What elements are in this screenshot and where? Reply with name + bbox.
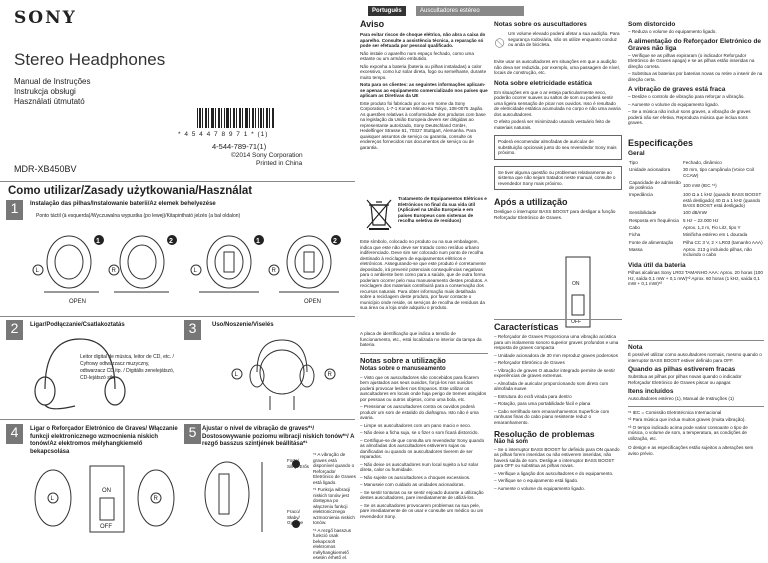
questions-box: Se tiver alguma questão ou problemas relativamente ao sistema que não sejam tratados neste manual, consulte o revendedor Sony mais próximo. — [494, 166, 622, 191]
table-row: Impedância 100 Ω a 1 kHz (quando BASS BOOST está desligado) 40 Ω a 1 kHz (quando BASS BOOST está desligado) — [629, 192, 762, 209]
svg-text:2: 2 — [169, 238, 173, 245]
manual-title-pt: Manual de Instruções — [14, 77, 91, 86]
general-subtitle: Geral — [628, 150, 645, 157]
svg-text:L: L — [193, 268, 197, 274]
eu-note-title: Nota para os clientes: as seguintes informações aplicam-se apenas ao equipamento comercializado nos países que aplicam as Diretivas da UE — [360, 82, 488, 98]
weak-batteries-text: Substitua as pilhas por pilhas novas quando o indicador Reforçador Eletrónico de Graves piscar ou apagar. — [628, 374, 742, 385]
divider — [360, 353, 488, 354]
left-mark: L — [35, 268, 39, 274]
features-column — [494, 323, 622, 493]
list-item: – Se a música não incluir sons graves, a vibração de graves poderá não ser efetiva. Reproduza música que inclua sons graves. — [628, 109, 751, 125]
svg-text:ON: ON — [572, 281, 580, 287]
list-item: – Vibração de graves O atuador integrado permite de sentir experiências de graves extremas. — [494, 367, 615, 378]
headphone-notes-title: Notas sobre os auscultadores — [494, 21, 587, 28]
distorted-sound-title: Som distorcido — [628, 21, 676, 28]
list-item: – Manuseie com cuidado as unidades acionadoras. — [360, 482, 465, 487]
notes-block — [628, 343, 764, 458]
battery-life-text: Pilhas alcalinas Sony LR03 TAMANHO AAA: Aprox. 20 horas (100 Hz, saída 0,1 mW + 0,1 mW)*² Aprox. 60 horas (1 kHz, saída 0,1 mW + 0,1 mW)*² — [628, 270, 763, 287]
power-title: A alimentação do Reforçador Eletrónico de Graves não liga — [628, 37, 762, 52]
static-text: Em situações em que o ar esteja particularmente seco, poderão ocorrer suaves ou saltos de som ou poderá sentir uma ligeira sensação de picar nos ouvidos. Isso é resultado de eletricidade estática acumulada no corpo e não uma avaria dos auscultadores. — [494, 89, 621, 117]
list-item: – Aumente o volume do equipamento ligado. — [628, 101, 719, 107]
table-row: Capacidade de admissão de potência 100 mW (IEC *¹) — [629, 179, 717, 191]
svg-text:OFF: OFF — [100, 524, 112, 530]
battery-life-title: Vida útil da bateria — [628, 262, 686, 270]
document-tab: Auscultadores estéreo — [416, 6, 524, 16]
barcode-text: * 4 5 4 4 7 8 9 7 1 * (1) — [178, 131, 269, 138]
vibration-strong-label: Forte/ Silny/ Erős — [287, 458, 309, 469]
features-title: Características — [494, 322, 559, 332]
manual-title-hu: Használati útmutató — [14, 97, 85, 106]
svg-text:OFF: OFF — [571, 319, 581, 325]
list-item: – Verifique se as pilhas expiraram (o indicador Reforçador Eletrónico de Graves apaga) e se as pilhas estão inseridas na direção correta. — [628, 52, 755, 69]
footnote: *¹ A vibração de graves está disponível quando o Reforçador Eletrónico de Graves está ligado. — [313, 452, 356, 485]
list-item: – Se sentir tonturas ou se sentir enjoado durante a utilização destes auscultadores, pare imediatamente de utilizá-los. — [360, 489, 484, 500]
footnote: *¹ A rezgő basszus funkció csak bekapcsolt elektromos mélyhangkiemelő esetén érhető el. — [313, 527, 352, 560]
list-item: – Verifique a ligação dos auscultadores e do equipamento. — [494, 470, 614, 476]
table-row: Sensibilidade 100 dB/mW — [629, 210, 707, 216]
handling-subtitle: Notas sobre o manuseamento — [360, 366, 446, 372]
specs-block — [628, 139, 764, 287]
svg-text:L: L — [234, 372, 238, 378]
plate-note: A placa de identificação que indica a tensão de funcionamento, etc., está localizada no interior da tampa da bateria. — [360, 331, 482, 347]
table-row: Tipo Fechado, dinâmico — [629, 160, 722, 165]
headphone-notes-text: Evite usar os auscultadores em situações em que a audição não deva ser reduzida, por exemplo, uma passagem de nível, locais de construção, etc. — [494, 59, 620, 75]
list-item: – Substitua as baterias por baterias novas ou retire a inserir de na direção certa. — [628, 71, 763, 82]
footnote: *² Para música que inclua muitos graves (muita vibração). — [628, 417, 746, 422]
step-number: 3 — [184, 320, 201, 340]
earpads-box: Poderá encomendar almofadas de auricular de substituição opcionais junto do seu revendedor Sony mais próximo. — [494, 135, 622, 160]
footnote: *³ O tempo indicado acima pode variar consoante o tipo de música, o volume de som, a temperatura, as condições de utilização, etc. — [628, 424, 748, 441]
list-item: – Estrutura do ecrã virada para dentro — [494, 393, 572, 399]
no-driving-icon — [494, 31, 505, 55]
table-row: Resposta em frequência 5 Hz – 22.000 Hz — [629, 217, 719, 223]
list-item: – Visto que os auscultadores são concebidos para ficarem bem ajustados aos seus ouvidos, forçá-los nos ouvidos poderá provocar lesões nos tímpanos. Este utilizar os auscultadores em locais onde haja perigo de tremes atingidos por pessoas ou outros objetos, como uma bola, etc. — [360, 374, 487, 402]
vibration-slider-diagram — [192, 452, 302, 537]
step-number: 2 — [6, 320, 23, 340]
table-row: Cabo Aprox. 1,2 m, Fio Litz, tipo Y — [629, 224, 741, 230]
note-text: É possível utilizar como auscultadores normais, mesmo quando o interruptor BASS BOOST estiver definido para OFF. — [628, 352, 762, 363]
usage-notes-column — [360, 356, 488, 521]
static-text: O efeito poderá ser minimizado usando vestuário feito de materiais naturais. — [494, 119, 611, 130]
list-item: – Reforçador Eletrónico de Graves — [494, 360, 565, 365]
wearing-diagram — [212, 332, 352, 412]
list-item: – Rotação, para uma portabilidade fácil e plana — [494, 401, 591, 406]
table-row: Fonte de alimentação Pilha CC 3 V, 2 × LR03 (tamanho AAA) — [629, 239, 763, 245]
svg-text:2: 2 — [333, 238, 337, 245]
footnote: *¹ IEC = Comissão Eletrotécnica Internacional — [628, 409, 722, 415]
step-title: Ligar o Reforçador Eletrónico de Graves/ Włączanie funkcji elektronicznego wzmocnienia niskich tonów/Az elektromos mélyhangkiemelő bekapcsolása — [30, 426, 178, 455]
specs-table — [628, 159, 764, 258]
list-item: – Reforçador de Graves Proporciona uma vibração acústica para um isolamento sonoro superior graves profundos e uma resposta de graves compacta — [494, 334, 619, 350]
list-item: – Verifique se o equipamento está ligado. — [494, 478, 579, 483]
list-item: – Pressionar os auscultadores contra os ouvidos poderá produzir um som de estalido do diafragma. Isto não é uma avaria. — [360, 404, 479, 420]
battery-diagram — [24, 222, 354, 312]
svg-text:R: R — [271, 268, 276, 274]
bass-boost-switch-diagram — [28, 458, 178, 538]
static-title: Nota sobre eletricidade estática — [494, 79, 592, 87]
divider — [494, 319, 622, 320]
specs-title: Especificações — [628, 138, 694, 148]
list-item: – Se os auscultadores provocarem problemas na sua pele, pare imediatamente de os usar e consulte um médico ou um revendedor Sony. — [360, 502, 484, 519]
barcode — [196, 108, 276, 130]
sony-logo: SONY — [14, 8, 77, 28]
included-items-title: Itens incluídos — [628, 388, 674, 395]
svg-text:L: L — [50, 496, 54, 502]
divider — [0, 419, 355, 420]
warning-column — [360, 20, 488, 152]
copyright: ©2014 Sony Corporation — [231, 152, 303, 159]
part-number: 4-544-789-71(1) — [212, 142, 267, 151]
weee-bin-icon — [364, 197, 394, 231]
after-use-text: Desligue o interruptor BASS BOOST para desligar a função Reforçador Eletrónico de Graves. — [494, 209, 616, 220]
step-number: 5 — [184, 424, 201, 444]
footnote: *¹ Funkcja wibracji niskich tonów jest dostępna po włączeniu funkcji elektronicznego wzmocnienia niskich tonów. — [313, 487, 355, 525]
svg-text:R: R — [111, 268, 116, 274]
list-item: – Não deixe os auscultadores num local sujeito a luz solar direta, calor ou humidade. — [360, 461, 479, 472]
list-item: – Unidade acionadora de 30 mm reproduz graves poderosos — [494, 352, 618, 358]
language-tab: Português — [368, 6, 406, 16]
weee-text: Este símbolo, colocado no produto ou na sua embalagem, indica que este não deve ser tratado como resíduo urbano indiferenciado. Deve sim ser colocado num ponto de recolha destinado à reciclagem de equipamentos elétricos e eletrónicos. Assegurando-se que este produto é corretamente depositado, irá prevenir potenciais consequências negativas para o ambiente bem como para a saúde, que de outra forma poderiam ocorrer pelo mau manuseamento destes produtos. A reciclagem dos materiais contribuirá para a conservação dos recursos naturais. Para obter informação mais detalhada sobre a reciclagem deste produto, por favor contacte o município onde reside, os serviços de recolha de resíduos da sua área ou a loja onde adquiriu o produto. — [360, 239, 488, 310]
model-number: MDR-XB450BV — [14, 164, 77, 174]
step5-footnotes — [313, 452, 357, 563]
list-item: – Almofada de auricular proporcionando som direto com almofada suave — [494, 380, 609, 391]
design-notice: O design e as especificações estão sujeitos a alterações sem aviso prévio. — [628, 445, 754, 456]
warning-text: Para evitar riscos de choque elétrico, não abra a caixa do aparelho. Consulte a assistência técnica, a reparação só pode ser efetuada por pessoal qualificado. — [360, 32, 486, 48]
list-item: – Certifique-se de que consulta um revendedor Sony quando as almofadas dos auscultadores estiverem sujas ou danificadas ou quando os auscultadores tiverem de ser reparados. — [360, 437, 485, 459]
note-title: Nota — [628, 344, 643, 351]
specs-column — [628, 20, 764, 128]
step-number: 1 — [6, 200, 23, 220]
list-item: – Cabo serrilhado sem emaranhamentos Superfície com ranhuras finas do cabo piano resistente reduz o emaranhamento. — [494, 408, 610, 425]
after-use-title: Após a utilização — [494, 197, 568, 207]
divider — [0, 181, 355, 182]
svg-text:OPEN: OPEN — [304, 299, 322, 305]
list-item: – Reduza o volume do equipamento ligado. — [628, 29, 717, 34]
svg-text:1: 1 — [96, 238, 100, 245]
svg-text:R: R — [153, 496, 158, 502]
weee-title: Tratamento de Equipamentos Elétricos e Eletrónicos no final da sua vida útil (Aplicável na União Europeia e em países Europeus com sistemas de recolha seletiva de resíduos) — [398, 196, 487, 223]
step-title: Instalação das pilhas/Instalowanie baterii/Az elemek behelyezése — [30, 201, 216, 207]
vibration-weak-label: Fraco/ Słaby/ Gyenge — [287, 509, 304, 525]
list-item: – Deslize o controlo de vibração para reforçar a vibração. — [628, 94, 745, 99]
list-item: – Se o interruptor BASS BOOST for definido para ON quando as pilhas forem inseridas ou não estiverem inseridas, não haverá saída de som. Desligue o interruptor BASS BOOST para OFF ou substitua as pilhas novas. — [494, 446, 620, 468]
list-item: – Limpe os auscultadores com um pano macio e seco. — [360, 422, 472, 428]
step-subtitle: Ponto táctil (à esquerda)/Wyczuwalna wypustka (po lewej)/Kitapintható jelzés (a bal oldalon) — [36, 213, 241, 219]
svg-text:ON: ON — [102, 488, 111, 494]
step-title: Ajustar o nível de vibração de graves*¹/ Dostosowywanie poziomu wibracji niskich tonów*¹/ A rezgő basszus szintjének beállítása*¹ — [202, 426, 355, 447]
table-row: Ficha Minificha estéreo em L dourada — [629, 232, 748, 238]
manual-title-pl: Instrukcja obsługi — [14, 87, 76, 96]
table-row: Unidade acionadora 30 mm, tipo campânula (Voice Coil CCAW) — [629, 167, 754, 178]
connection-caption: Leitor digital de música, leitor de CD, etc. / Cyfrowy odtwarzacz muzyczny, odtwarzacz CD itp. / Digitális zenelejátszó, CD-lejátszó stb. — [80, 354, 175, 381]
step-title: Uso/Noszenie/Viselés — [212, 322, 274, 328]
usage-notes-title: Notas sobre a utilização — [360, 356, 446, 365]
svg-text:R: R — [327, 372, 332, 378]
list-item: – Não deixe a ficha suja, se o fizer o som ficará distorcido. — [360, 430, 479, 435]
troubleshooting-title: Resolução de problemas — [494, 429, 595, 439]
table-row: Massa Aprox. 213 g incluindo pilhas, não incluindo o cabo — [629, 246, 752, 258]
how-to-use-heading: Como utilizar/Zasady użytkowania/Használat — [8, 185, 253, 197]
weak-vibration-title: A vibração de graves está fraca — [628, 86, 726, 93]
included-items-text: Auscultadores estéreo (1), Manual de Instruções (1) — [628, 396, 734, 401]
printed-in: Printed in China — [256, 160, 303, 167]
step-title: Ligar/Podłączanie/Csatlakoztatás — [30, 322, 125, 328]
notes-column — [494, 20, 622, 222]
divider — [628, 340, 764, 341]
list-item: – Não sujeite os auscultadores a choques excessivos. — [360, 474, 471, 480]
no-sound-subtitle: Não há som — [494, 439, 529, 445]
warning-text: Não exponha a bateria (bateria ou pilhas instaladas) a calor excessivo, como luz solar direta, fogo ou semelhante, durante muito tempo. — [360, 63, 487, 80]
headphone-notes-text: Um volume elevado poderá afetar a sua audição. Para segurança rodoviária, não os utilize enquanto conduz ou anda de bicicleta. — [508, 31, 620, 47]
warning-text: Não instale o aparelho num espaço fechado, como uma estante ou um armário embutido. — [360, 50, 474, 61]
eu-note-text: Este produto foi fabricado por ou em nome da Sony Corporation, 1-7-1 Konan Minato-ku Tokyo, 108-0075 Japão. As questões relativas à conformidade dos produtos com base na legislação da União Europeia devem ser dirigidas ao representante autorizado, Sony Deutschland GmbH, Hedelfinger Strasse 61, 70327 Stuttgart, Alemanha. Para quaisquer assuntos de serviço ou garantia, consulte os endereços fornecidos nos documentos de serviço ou de garantia. — [360, 100, 486, 150]
step-number: 4 — [6, 424, 23, 444]
list-item: – Aumente o volume do equipamento ligado. — [494, 485, 585, 491]
weak-batteries-title: Quando as pilhas estiverem fracas — [628, 366, 736, 373]
divider — [0, 316, 355, 317]
svg-text:OPEN: OPEN — [69, 299, 87, 305]
warning-title: Aviso — [360, 19, 385, 29]
svg-text:1: 1 — [256, 238, 260, 245]
product-title: Stereo Headphones — [14, 50, 166, 69]
